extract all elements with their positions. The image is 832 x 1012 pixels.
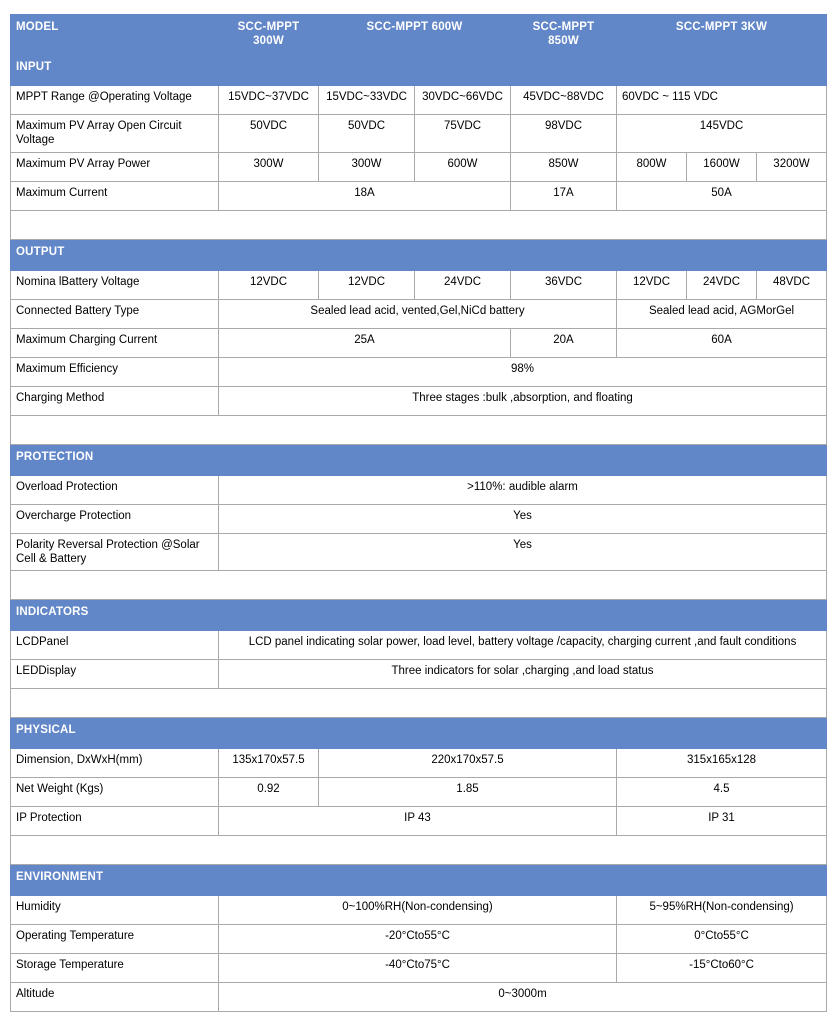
section-title: INPUT [11, 54, 827, 85]
header-cell-model: MODEL [11, 15, 219, 55]
row-value: -20°Cto55°C [219, 925, 617, 954]
row-label: Maximum Current [11, 181, 219, 210]
row-value: 45VDC~88VDC [511, 85, 617, 114]
table-row [11, 778, 827, 807]
row-label: Operating Temperature [11, 925, 219, 954]
row-value: Three indicators for solar ,charging ,and load status [219, 660, 827, 689]
row-value: 135x170x57.5 [219, 749, 319, 778]
row-label: Maximum PV Array Power [11, 152, 219, 181]
row-value: 50VDC [219, 114, 319, 152]
spec-sheet [10, 14, 830, 1012]
row-value: Sealed lead acid, vented,Gel,NiCd battery [219, 299, 617, 328]
table-row [11, 85, 827, 114]
row-value: 36VDC [511, 270, 617, 299]
row-label: Maximum Charging Current [11, 328, 219, 357]
row-label: LCDPanel [11, 631, 219, 660]
row-value: 0~3000m [219, 983, 827, 1012]
row-value: 30VDC~66VDC [415, 85, 511, 114]
section-header-physical [11, 718, 827, 749]
row-value: 1.85 [319, 778, 617, 807]
section-title: PHYSICAL [11, 718, 827, 749]
row-value: 50VDC [319, 114, 415, 152]
table-row [11, 114, 827, 152]
header-cell-300w: SCC-MPPT 300W [219, 15, 319, 55]
row-value: 98VDC [511, 114, 617, 152]
row-label: Maximum Efficiency [11, 357, 219, 386]
table-row [11, 983, 827, 1012]
row-label: Net Weight (Kgs) [11, 778, 219, 807]
row-value: 5~95%RH(Non-condensing) [617, 896, 827, 925]
row-label: Overload Protection [11, 475, 219, 504]
section-header-protection [11, 444, 827, 475]
row-label: Storage Temperature [11, 954, 219, 983]
header-cell-3kw: SCC-MPPT 3KW [617, 15, 827, 55]
row-value: 24VDC [415, 270, 511, 299]
row-value: 0~100%RH(Non-condensing) [219, 896, 617, 925]
row-value: 75VDC [415, 114, 511, 152]
row-label: Altitude [11, 983, 219, 1012]
row-label: Charging Method [11, 386, 219, 415]
row-value: 12VDC [219, 270, 319, 299]
row-label: IP Protection [11, 807, 219, 836]
table-row [11, 270, 827, 299]
table-row [11, 896, 827, 925]
row-label: Polarity Reversal Protection @Solar Cell & Battery [11, 533, 219, 571]
row-label: Maximum PV Array Open Circuit Voltage [11, 114, 219, 152]
row-value: -40°Cto75°C [219, 954, 617, 983]
row-value: 60VDC ~ 115 VDC [617, 85, 827, 114]
row-value: 315x165x128 [617, 749, 827, 778]
row-value: 98% [219, 357, 827, 386]
row-label: Overcharge Protection [11, 504, 219, 533]
row-value: 12VDC [319, 270, 415, 299]
table-row [11, 660, 827, 689]
table-row [11, 152, 827, 181]
row-label: Humidity [11, 896, 219, 925]
row-value: 12VDC [617, 270, 687, 299]
row-value: 18A [219, 181, 511, 210]
row-value: LCD panel indicating solar power, load level, battery voltage /capacity, charging current ,and fault conditions [219, 631, 827, 660]
header-cell-600w: SCC-MPPT 600W [319, 15, 511, 55]
section-title: ENVIRONMENT [11, 865, 827, 896]
row-label: Connected Battery Type [11, 299, 219, 328]
row-value: 1600W [687, 152, 757, 181]
section-header-input [11, 54, 827, 85]
row-value: 3200W [757, 152, 827, 181]
row-value: 300W [319, 152, 415, 181]
row-value: 300W [219, 152, 319, 181]
row-value: 145VDC [617, 114, 827, 152]
table-row [11, 181, 827, 210]
table-row [11, 631, 827, 660]
table-row [11, 299, 827, 328]
row-label: LEDDisplay [11, 660, 219, 689]
table-row [11, 357, 827, 386]
row-value: 20A [511, 328, 617, 357]
row-value: Three stages :bulk ,absorption, and floating [219, 386, 827, 415]
row-label: Dimension, DxWxH(mm) [11, 749, 219, 778]
row-value: 4.5 [617, 778, 827, 807]
section-title: PROTECTION [11, 444, 827, 475]
table-row [11, 328, 827, 357]
row-value: IP 31 [617, 807, 827, 836]
row-value: 25A [219, 328, 511, 357]
row-value: 48VDC [757, 270, 827, 299]
row-value: >110%: audible alarm [219, 475, 827, 504]
table-row [11, 533, 827, 571]
section-header-output [11, 239, 827, 270]
table-row [11, 925, 827, 954]
row-value: 15VDC~37VDC [219, 85, 319, 114]
row-value: 15VDC~33VDC [319, 85, 415, 114]
row-value: 17A [511, 181, 617, 210]
row-value: 24VDC [687, 270, 757, 299]
row-value: 800W [617, 152, 687, 181]
row-value: Sealed lead acid, AGMorGel [617, 299, 827, 328]
section-header-indicators [11, 600, 827, 631]
row-label: Nomina lBattery Voltage [11, 270, 219, 299]
table-row [11, 504, 827, 533]
row-value: 600W [415, 152, 511, 181]
section-title: INDICATORS [11, 600, 827, 631]
section-title: OUTPUT [11, 239, 827, 270]
row-value: 220x170x57.5 [319, 749, 617, 778]
row-value: 0°Cto55°C [617, 925, 827, 954]
row-value: -15°Cto60°C [617, 954, 827, 983]
table-row [11, 475, 827, 504]
table-row [11, 749, 827, 778]
row-value: Yes [219, 504, 827, 533]
row-value: 60A [617, 328, 827, 357]
row-value: Yes [219, 533, 827, 571]
table-row [11, 386, 827, 415]
table-header-row [11, 15, 827, 55]
row-value: 0.92 [219, 778, 319, 807]
section-header-environment [11, 865, 827, 896]
table-row [11, 807, 827, 836]
row-label: MPPT Range @Operating Voltage [11, 85, 219, 114]
specification-table [10, 14, 827, 1012]
header-cell-850w: SCC-MPPT 850W [511, 15, 617, 55]
table-row [11, 954, 827, 983]
row-value: IP 43 [219, 807, 617, 836]
row-value: 50A [617, 181, 827, 210]
row-value: 850W [511, 152, 617, 181]
